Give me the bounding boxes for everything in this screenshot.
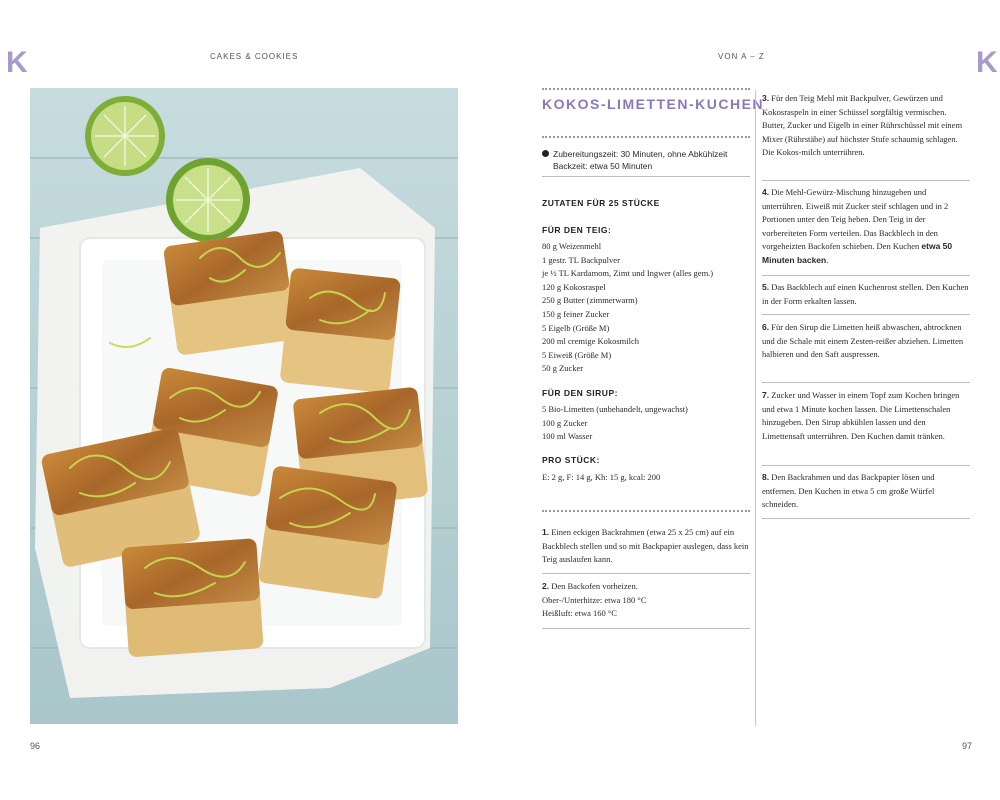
lime-2 (166, 158, 250, 242)
syrup-heading: FÜR DEN SIRUP: (542, 388, 618, 398)
step-text: Den Backofen vorheizen. (551, 581, 638, 591)
step-number: 1. (542, 527, 550, 537)
title-rule-bottom (542, 136, 750, 138)
dough-heading: FÜR DEN TEIG: (542, 225, 612, 235)
page-number-right: 97 (962, 741, 973, 751)
step-6 (762, 321, 970, 362)
step-rule (542, 573, 750, 574)
step-text: Zucker und Wasser in einem Topf zum Kochen bringen und etwa 1 Minute kochen lassen. Die Limettenschalen hinzugeben. Den Sirup abkühlen lassen und den Limettensaft unterrühren. Den Kuchen damit tränken. (762, 390, 960, 441)
prep-rule (542, 176, 750, 177)
step-5 (762, 281, 970, 308)
step-rule (762, 465, 970, 466)
page-number-left: 96 (30, 741, 41, 751)
recipe-title: KOKOS-LIMETTEN-KUCHEN (542, 96, 765, 112)
dough-list (542, 240, 757, 376)
step-4 (762, 186, 970, 268)
clock-icon (542, 150, 549, 157)
step-number: 4. (762, 187, 770, 197)
prep-info (542, 148, 752, 172)
step-number: 8. (762, 472, 770, 482)
section-letter-left: K (6, 46, 28, 79)
step-text-bold: etwa 50 Minuten backen (762, 241, 953, 265)
ingredient-item: 50 g Zucker (542, 363, 584, 374)
step-text: Das Backblech auf einen Kuchenrost stellen. Den Kuchen in der Form erkalten lassen. (762, 282, 969, 306)
step-text: Für den Sirup die Limetten heiß abwaschen, abtrocknen und die Schale mit einem Zesten-reißer abziehen. Limetten halbieren und den Saft auspressen. (762, 322, 964, 360)
ingredient-item: je ½ TL Kardamom, Zimt und Ingwer (alles gem.) (542, 268, 714, 279)
step-number: 5. (762, 282, 770, 292)
column-divider (755, 90, 756, 726)
per-piece-heading: PRO STÜCK: (542, 455, 600, 465)
step-7 (762, 389, 970, 443)
steps-rule (542, 510, 750, 512)
ingredient-item: 1 gestr. TL Backpulver (542, 254, 620, 265)
ingredient-item: 80 g Weizenmehl (542, 241, 602, 251)
section-letter-right: K (976, 46, 998, 79)
step-rule (542, 628, 750, 629)
ingredients-heading: ZUTATEN FÜR 25 STÜCKE (542, 198, 660, 208)
bake-time: Backzeit: etwa 50 Minuten (553, 161, 653, 171)
step-rule (762, 180, 970, 181)
step-text: Den Backrahmen und das Backpapier lösen und entfernen. Den Kuchen in etwa 5 cm große Würfel schneiden. (762, 472, 935, 510)
lime-1 (85, 96, 165, 176)
ingredient-item: 200 ml cremige Kokosmilch (542, 336, 640, 347)
step-number: 3. (762, 93, 770, 103)
step-text-line3: Heißluft: etwa 160 °C (542, 608, 617, 619)
step-text: Für den Teig Mehl mit Backpulver, Gewürzen und Kokosraspeln in einer Schüssel sorgfältig vermischen. Butter, Zucker und Eigelb in einer Rührschüssel mit einem Mixer (Rührstäbe) auf höchster Stufe schaumig schlagen. Die Kokos-milch unterrühren. (762, 93, 963, 158)
ingredient-item: 250 g Butter (zimmerwarm) (542, 295, 638, 306)
step-number: 2. (542, 581, 550, 591)
step-text-tail: . (826, 254, 829, 265)
nutrition-info: E: 2 g, F: 14 g, Kh: 15 g, kcal: 200 (542, 472, 661, 482)
ingredient-item: 5 Bio-Limetten (unbehandelt, ungewachst) (542, 404, 688, 414)
cake-photo (30, 88, 458, 724)
ingredient-item: 120 g Kokosraspel (542, 281, 606, 292)
step-rule (762, 275, 970, 276)
ingredient-item: 100 g Zucker (542, 417, 588, 428)
syrup-list (542, 403, 757, 444)
step-rule (762, 518, 970, 519)
step-rule (762, 314, 970, 315)
step-3 (762, 92, 970, 160)
step-text: Einen eckigen Backrahmen (etwa 25 x 25 cm) auf ein Backblech stellen und so mit Backpapier auslegen, dass kein Teig auslaufen kann. (542, 527, 749, 565)
step-number: 7. (762, 390, 770, 400)
step-text: Die Mehl-Gewürz-Mischung hinzugeben und unterrühren. Eiweiß mit Zucker steif schlagen und in 2 Portionen unter den Teig heben. Den Teig in der vorbereiteten Form verteilen. Das Backblech in den vorgeheizten Backofen schieben. Den Kuchen (762, 187, 949, 252)
ingredient-item: 150 g feiner Zucker (542, 308, 610, 319)
step-number: 6. (762, 322, 770, 332)
step-text-line2: Ober-/Unterhitze: etwa 180 °C (542, 594, 647, 605)
ingredient-item: 5 Eiweiß (Größe M) (542, 349, 612, 360)
step-2 (542, 580, 750, 621)
title-rule-top (542, 88, 750, 90)
step-8 (762, 471, 970, 512)
running-head-left: CAKES & COOKIES (210, 52, 299, 61)
step-rule (762, 382, 970, 383)
ingredient-item: 5 Eigelb (Größe M) (542, 322, 610, 333)
step-1 (542, 526, 750, 567)
ingredient-item: 100 ml Wasser (542, 431, 593, 442)
running-head-right: VON A – Z (718, 52, 765, 61)
prep-time: Zubereitungszeit: 30 Minuten, ohne Abkühlzeit (553, 149, 728, 159)
